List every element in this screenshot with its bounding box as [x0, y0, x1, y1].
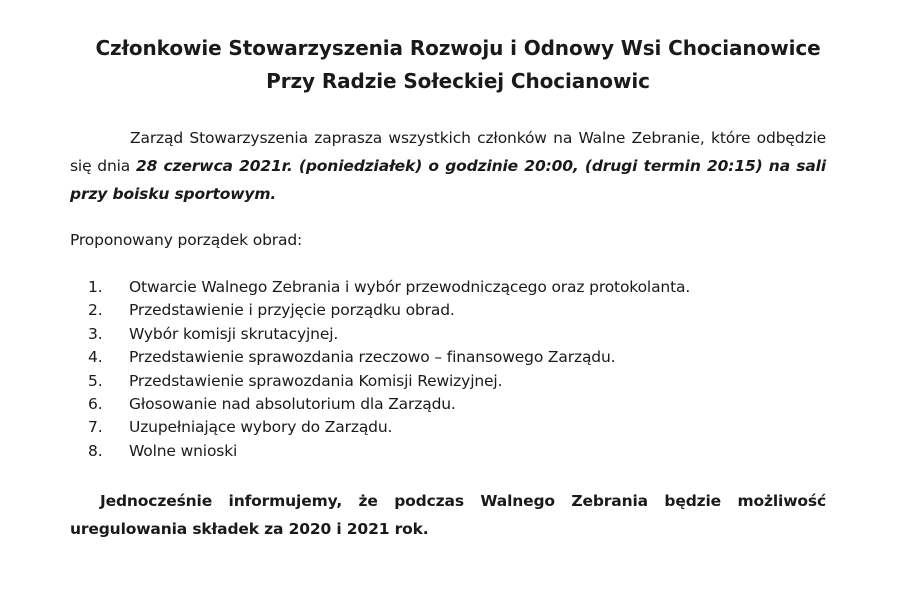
fees-notice: Jednocześnie informujemy, że podczas Walnego Zebrania będzie możliwość uregulowania składek za 2020 i 2021 rok. [70, 492, 826, 538]
agenda-item-number: 6. [88, 394, 103, 413]
agenda-item-text: Głosowanie nad absolutorium dla Zarządu. [129, 394, 456, 413]
agenda-item-text: Uzupełniające wybory do Zarządu. [129, 418, 393, 437]
meeting-details: 28 czerwca 2021r. (poniedziałek) o godzinie 20:00, (drugi termin 20:15) na sali przy boisku sportowym. [70, 157, 826, 203]
agenda-item-text: Wybór komisji skrutacyjnej. [129, 324, 339, 343]
agenda-item-text: Przedstawienie sprawozdania rzeczowo – finansowego Zarządu. [129, 348, 616, 367]
agenda-item-number: 8. [88, 441, 103, 460]
agenda-item [70, 323, 690, 346]
agenda-item-text: Przedstawienie sprawozdania Komisji Rewizyjnej. [129, 371, 503, 390]
agenda-item-text: Przedstawienie i przyjęcie porządku obrad. [129, 301, 455, 320]
agenda-item [70, 440, 690, 463]
agenda-item-text: Wolne wnioski [129, 441, 238, 460]
intro-text: Zarząd Stowarzyszenia zaprasza wszystkich członków na Walne Zebranie, które odbędzie się dnia [70, 129, 826, 175]
agenda-item [70, 299, 690, 322]
agenda-item-number: 3. [88, 324, 103, 343]
agenda-item [70, 370, 690, 393]
agenda-list [70, 276, 690, 463]
agenda-item-number: 2. [88, 301, 103, 320]
intro-paragraph [70, 124, 826, 208]
agenda-item [70, 276, 690, 299]
agenda-item-text: Otwarcie Walnego Zebrania i wybór przewodniczącego oraz protokolanta. [129, 278, 691, 296]
agenda-item-number: 7. [88, 418, 103, 437]
agenda-item [70, 416, 690, 439]
agenda-item-number: 1. [88, 278, 103, 296]
agenda-item [70, 393, 690, 416]
agenda-item-number: 4. [88, 348, 103, 367]
agenda-heading: Proponowany porządek obrad: [70, 231, 303, 249]
document-subtitle: Przy Radzie Sołeckiej Chocianowic [266, 69, 650, 93]
agenda-item-number: 5. [88, 371, 103, 390]
agenda-item [70, 346, 690, 369]
document-title: Członkowie Stowarzyszenia Rozwoju i Odnowy Wsi Chocianowice [95, 36, 821, 60]
